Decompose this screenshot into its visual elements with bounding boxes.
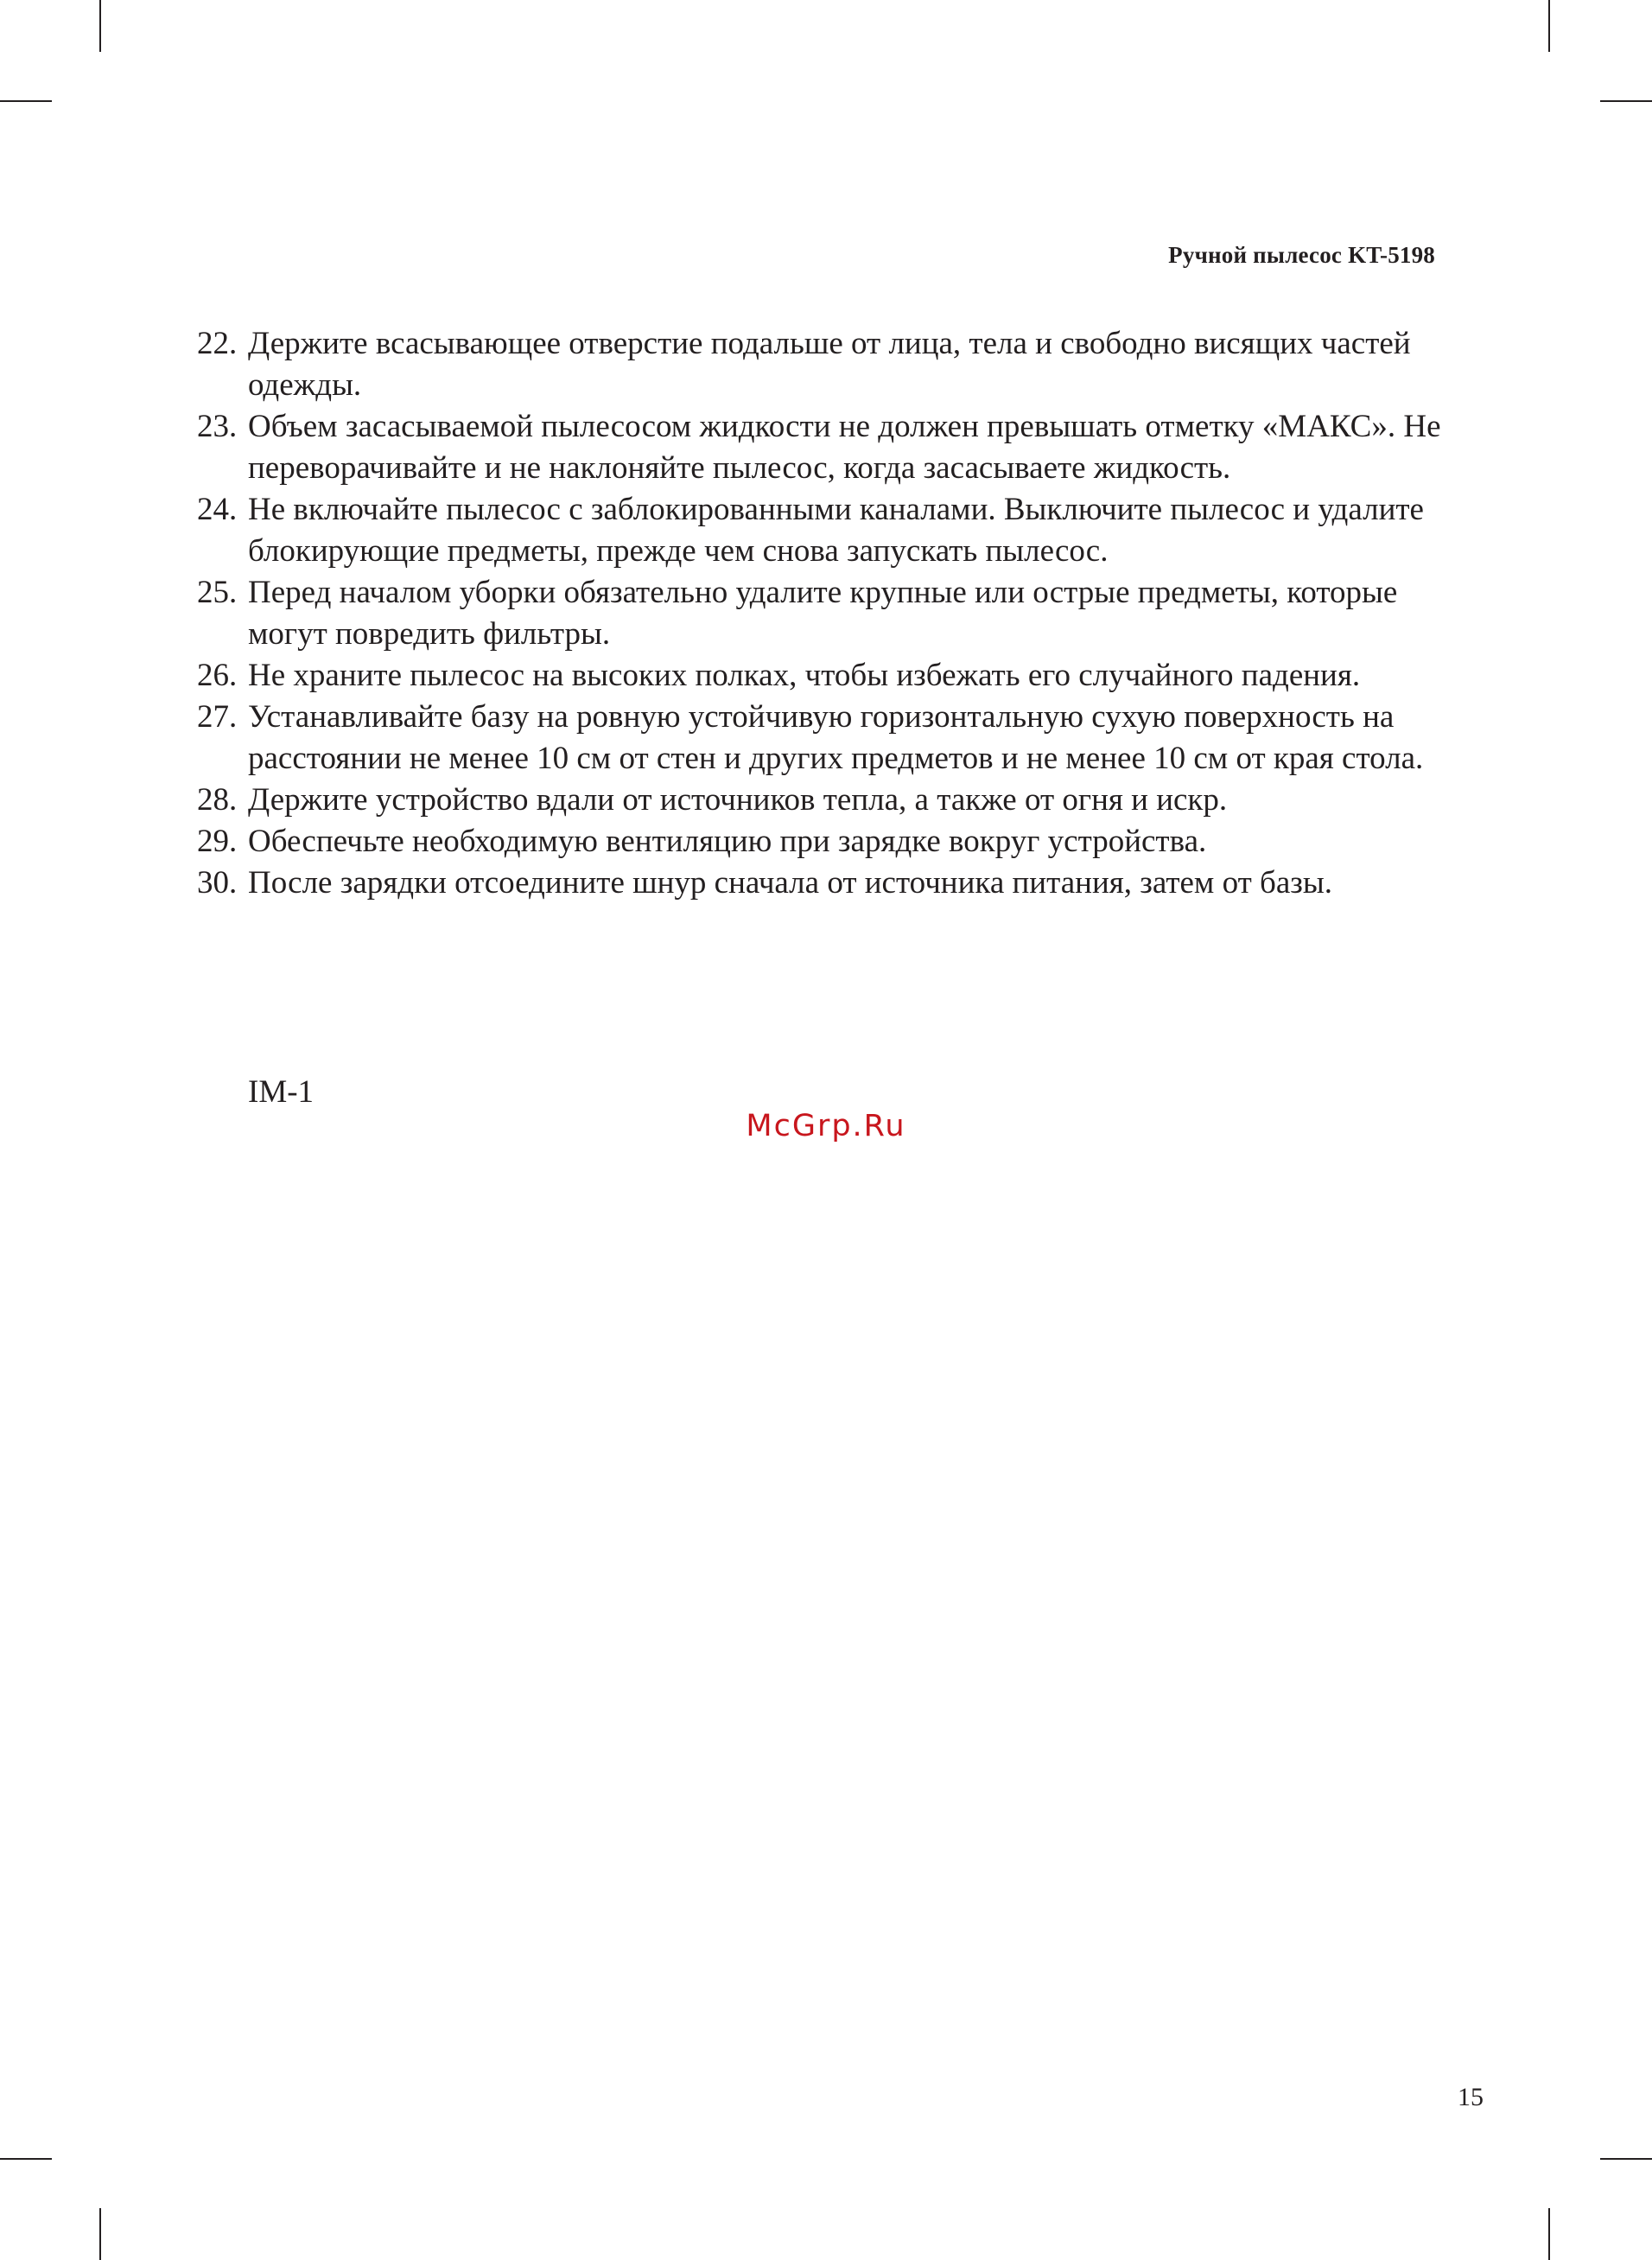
watermark: McGrp.Ru <box>746 1109 906 1143</box>
instruction-text: Устанавливайте базу на ровную устойчивую горизонтальную сухую поверхность на расстоянии не менее 10 см от стен и других предметов и не менее 10 см от края стола. <box>248 699 1424 776</box>
instruction-text: Держите всасывающее отверстие подальше от лица, тела и свободно висящих частей одежды. <box>248 326 1411 403</box>
instruction-item <box>0 406 1458 489</box>
instruction-item <box>0 489 1458 572</box>
safety-instructions-list <box>0 323 1652 904</box>
model-code: IM-1 <box>248 1074 315 1110</box>
crop-mark-left-top <box>0 100 52 102</box>
instruction-item <box>0 323 1458 406</box>
instruction-item <box>0 572 1458 655</box>
instruction-number: 29. <box>197 824 238 859</box>
crop-mark-top-left <box>99 0 101 52</box>
crop-mark-top-right <box>1548 0 1550 52</box>
crop-mark-left-bottom <box>0 2158 52 2160</box>
crop-mark-bottom-left <box>99 2208 101 2260</box>
crop-mark-bottom-right <box>1548 2208 1550 2260</box>
page-number: 15 <box>1458 2083 1484 2111</box>
instruction-text: Держите устройство вдали от источников тепла, а также от огня и искр. <box>248 782 1228 818</box>
instruction-text: Не включайте пылесос с заблокированными каналами. Выключите пылесос и удалите блокирующие предметы, прежде чем снова запускать пылесос. <box>248 492 1424 569</box>
instruction-text: Объем засасываемой пылесосом жидкости не должен превышать отметку «МАКС». Не переворачивайте и не наклоняйте пылесос, когда засасываете жидкость. <box>248 409 1441 486</box>
instruction-item <box>0 780 1458 821</box>
instruction-text: Не храните пылесос на высоких полках, чтобы избежать его случайного падения. <box>248 658 1361 693</box>
crop-mark-right-bottom <box>1600 2158 1652 2160</box>
instruction-number: 23. <box>197 409 238 444</box>
instruction-text: Обеспечьте необходимую вентиляцию при зарядке вокруг устройства. <box>248 824 1207 859</box>
instruction-number: 26. <box>197 658 238 693</box>
instruction-number: 25. <box>197 575 238 610</box>
instruction-item <box>0 655 1458 697</box>
instruction-number: 28. <box>197 782 238 818</box>
instruction-item <box>0 863 1458 904</box>
instruction-number: 22. <box>197 326 238 361</box>
instruction-text: После зарядки отсоедините шнур сначала от источника питания, затем от базы. <box>248 865 1333 901</box>
instruction-number: 24. <box>197 492 238 527</box>
instruction-number: 27. <box>197 699 238 735</box>
instruction-item <box>0 821 1458 863</box>
crop-mark-right-top <box>1600 100 1652 102</box>
instruction-number: 30. <box>197 865 238 901</box>
instruction-text: Перед началом уборки обязательно удалите крупные или острые предметы, которые могут повредить фильтры. <box>248 575 1398 652</box>
instruction-item <box>0 697 1458 780</box>
running-header: Ручной пылесос KT-5198 <box>1168 242 1435 268</box>
